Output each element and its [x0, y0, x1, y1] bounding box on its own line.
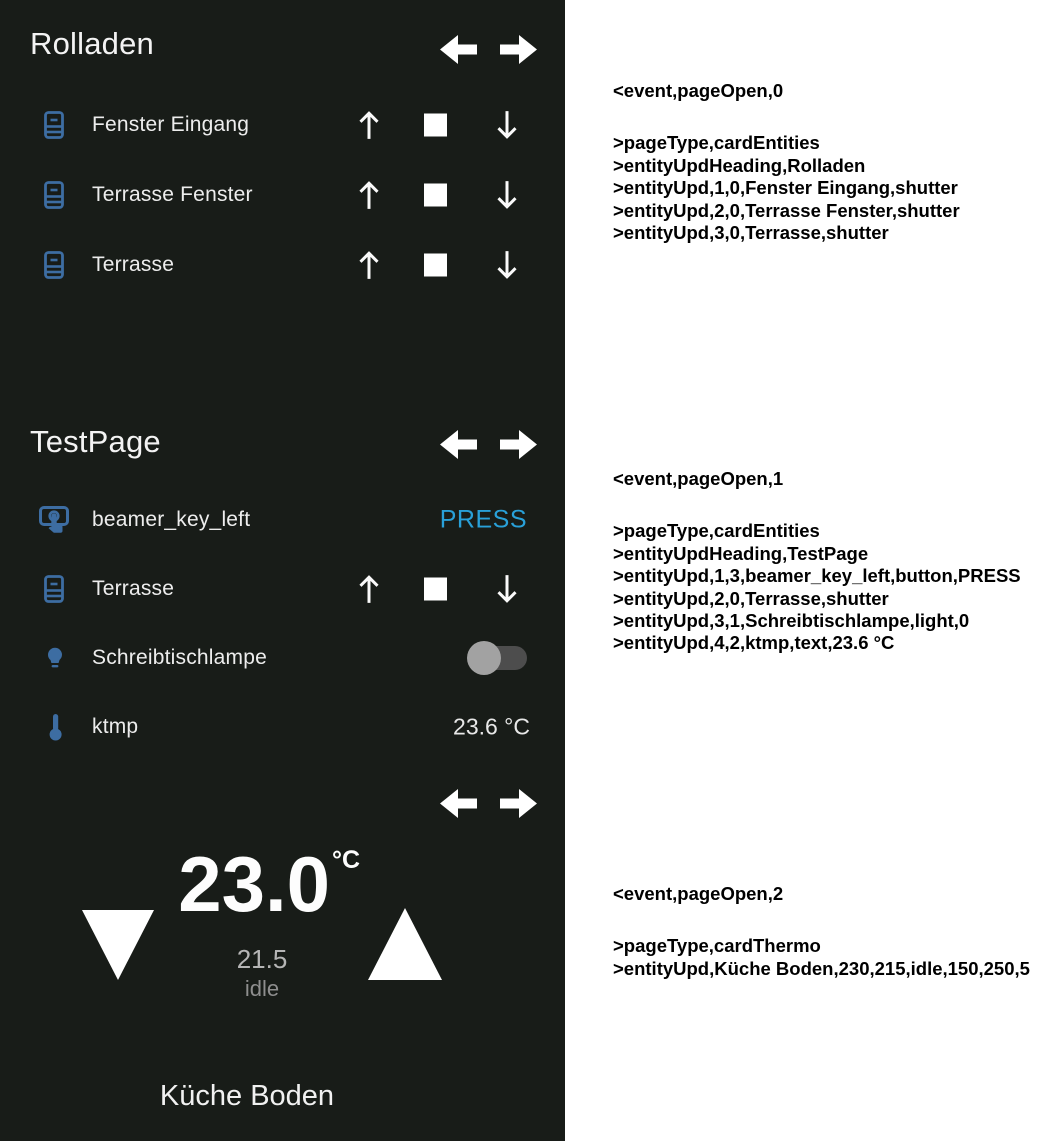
log-block-page1: [613, 468, 1021, 655]
shutter-up-button[interactable]: [355, 179, 383, 211]
log-line: >entityUpdHeading,TestPage: [613, 542, 869, 564]
entity-row: [0, 173, 565, 217]
shutter-down-button[interactable]: [493, 179, 521, 211]
triangle-down-icon[interactable]: [82, 910, 154, 980]
thermostat-name: Küche Boden: [159, 1080, 335, 1112]
shutter-stop-button[interactable]: [424, 254, 447, 277]
log-line: >entityUpd,4,2,ktmp,text,23.6 °C: [613, 632, 895, 654]
panel-thermostat: [0, 760, 565, 1141]
shutter-up-button[interactable]: [355, 573, 383, 605]
page-title: Rolladen: [30, 26, 154, 61]
entity-row: [0, 243, 565, 287]
log-line: >pageType,cardThermo: [613, 935, 821, 957]
target-temperature: 21.5: [236, 944, 288, 974]
temperature-value: 23.6 °C: [453, 713, 530, 740]
entity-label: Fenster Eingang: [92, 113, 250, 136]
arrow-right-icon[interactable]: [500, 428, 537, 461]
entity-row: [0, 636, 565, 680]
shutter-icon: [44, 181, 64, 209]
log-event-line: <event,pageOpen,0: [613, 80, 784, 101]
log-line: >entityUpd,1,0,Fenster Eingang,shutter: [613, 177, 958, 199]
arrow-left-icon[interactable]: [440, 428, 477, 461]
log-line: >entityUpd,3,1,Schreibtischlampe,light,0: [613, 610, 970, 632]
shutter-icon: [44, 575, 64, 603]
entity-row: [0, 498, 565, 542]
entity-label: Schreibtischlampe: [92, 646, 267, 669]
hvac-state: idle: [244, 976, 280, 1001]
log-block-page2: [613, 883, 1030, 980]
log-line: >entityUpd,3,0,Terrasse,shutter: [613, 222, 889, 244]
temperature-unit: °C: [332, 846, 361, 874]
lightbulb-icon: [47, 647, 63, 669]
shutter-icon: [44, 111, 64, 139]
arrow-left-icon[interactable]: [440, 787, 477, 820]
arrow-right-icon[interactable]: [500, 787, 537, 820]
entity-row: [0, 567, 565, 611]
page-title: TestPage: [30, 424, 161, 459]
toggle-knob: [467, 641, 501, 675]
log-line: >pageType,cardEntities: [613, 132, 820, 154]
page-nav: [440, 787, 537, 820]
tap-button-icon: [39, 504, 69, 536]
entity-label: Terrasse: [92, 253, 175, 276]
log-event-line: <event,pageOpen,1: [613, 468, 784, 489]
triangle-up-icon[interactable]: [368, 908, 442, 980]
thermometer-icon: [49, 713, 62, 741]
arrow-right-icon[interactable]: [500, 33, 537, 66]
shutter-stop-button[interactable]: [424, 184, 447, 207]
shutter-down-button[interactable]: [493, 109, 521, 141]
entity-row: [0, 103, 565, 147]
log-line: >entityUpd,2,0,Terrasse Fenster,shutter: [613, 199, 960, 221]
log-event-line: <event,pageOpen,2: [613, 883, 784, 904]
entity-row: [0, 705, 565, 749]
entity-label: beamer_key_left: [92, 508, 251, 531]
shutter-stop-button[interactable]: [424, 114, 447, 137]
log-line: >entityUpdHeading,Rolladen: [613, 154, 866, 176]
panel-testpage: [0, 380, 565, 760]
shutter-stop-button[interactable]: [424, 578, 447, 601]
entity-label: Terrasse: [92, 577, 175, 600]
shutter-icon: [44, 251, 64, 279]
log-line: >entityUpd,2,0,Terrasse,shutter: [613, 587, 889, 609]
current-temperature: 23.0: [178, 840, 330, 928]
shutter-down-button[interactable]: [493, 573, 521, 605]
log-block-page0: [613, 80, 960, 244]
entity-label: ktmp: [92, 715, 139, 738]
log-line: >entityUpd,Küche Boden,230,215,idle,150,250,5: [613, 957, 1030, 979]
page-nav: [440, 33, 537, 66]
shutter-up-button[interactable]: [355, 249, 383, 281]
arrow-left-icon[interactable]: [440, 33, 477, 66]
log-line: >pageType,cardEntities: [613, 520, 820, 542]
press-button[interactable]: PRESS: [439, 505, 527, 534]
shutter-up-button[interactable]: [355, 109, 383, 141]
page-nav: [440, 428, 537, 461]
light-toggle[interactable]: [467, 641, 529, 675]
panel-rolladen: [0, 0, 565, 380]
entity-label: Terrasse Fenster: [92, 183, 253, 206]
log-line: >entityUpd,1,3,beamer_key_left,button,PRESS: [613, 565, 1021, 587]
shutter-down-button[interactable]: [493, 249, 521, 281]
